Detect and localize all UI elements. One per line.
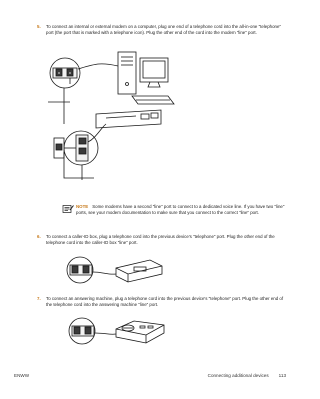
footer-section: Connecting additional devices [207, 373, 269, 378]
step-text: To connect an internal or external modem on a computer, plug one end of a telephone cord into the all-in-one "telephone" port (the port that is marked with a telephone icon). Plug the other end of the cord into the modem "line" port. [46, 24, 281, 36]
page-number: 113 [278, 373, 286, 378]
step-number: 7. [37, 296, 41, 301]
caller-id-illustration [58, 250, 168, 290]
step-text: To connect an answering machine, plug a telephone cord into the previous device's "telephone" port. Plug the other end of the telephone cord into the answering machine "line" port. [46, 296, 284, 308]
step-5 [37, 24, 286, 36]
step-6 [37, 234, 286, 246]
footer-brand: ENWW [14, 373, 30, 378]
note-label: NOTE [76, 204, 89, 209]
step-number: 6. [37, 234, 41, 239]
step-7 [37, 296, 286, 308]
footer-section-page [198, 373, 286, 378]
note-icon [62, 204, 74, 214]
step-text: To connect a caller-ID box, plug a telephone cord into the previous device's "telephone" port. Plug the other end of the telephone cord into the caller-ID box "line" port. [46, 234, 275, 246]
step-number: 5. [37, 24, 41, 29]
note [76, 204, 286, 216]
note-text: Some modems have a second "line" port to connect to a dedicated voice line. If you have two "line" ports, see your modem documentation to make sure that you connect to the correct "line" port. [76, 204, 285, 216]
wall-jack-illustration [46, 108, 166, 183]
answering-machine-illustration [60, 311, 170, 353]
